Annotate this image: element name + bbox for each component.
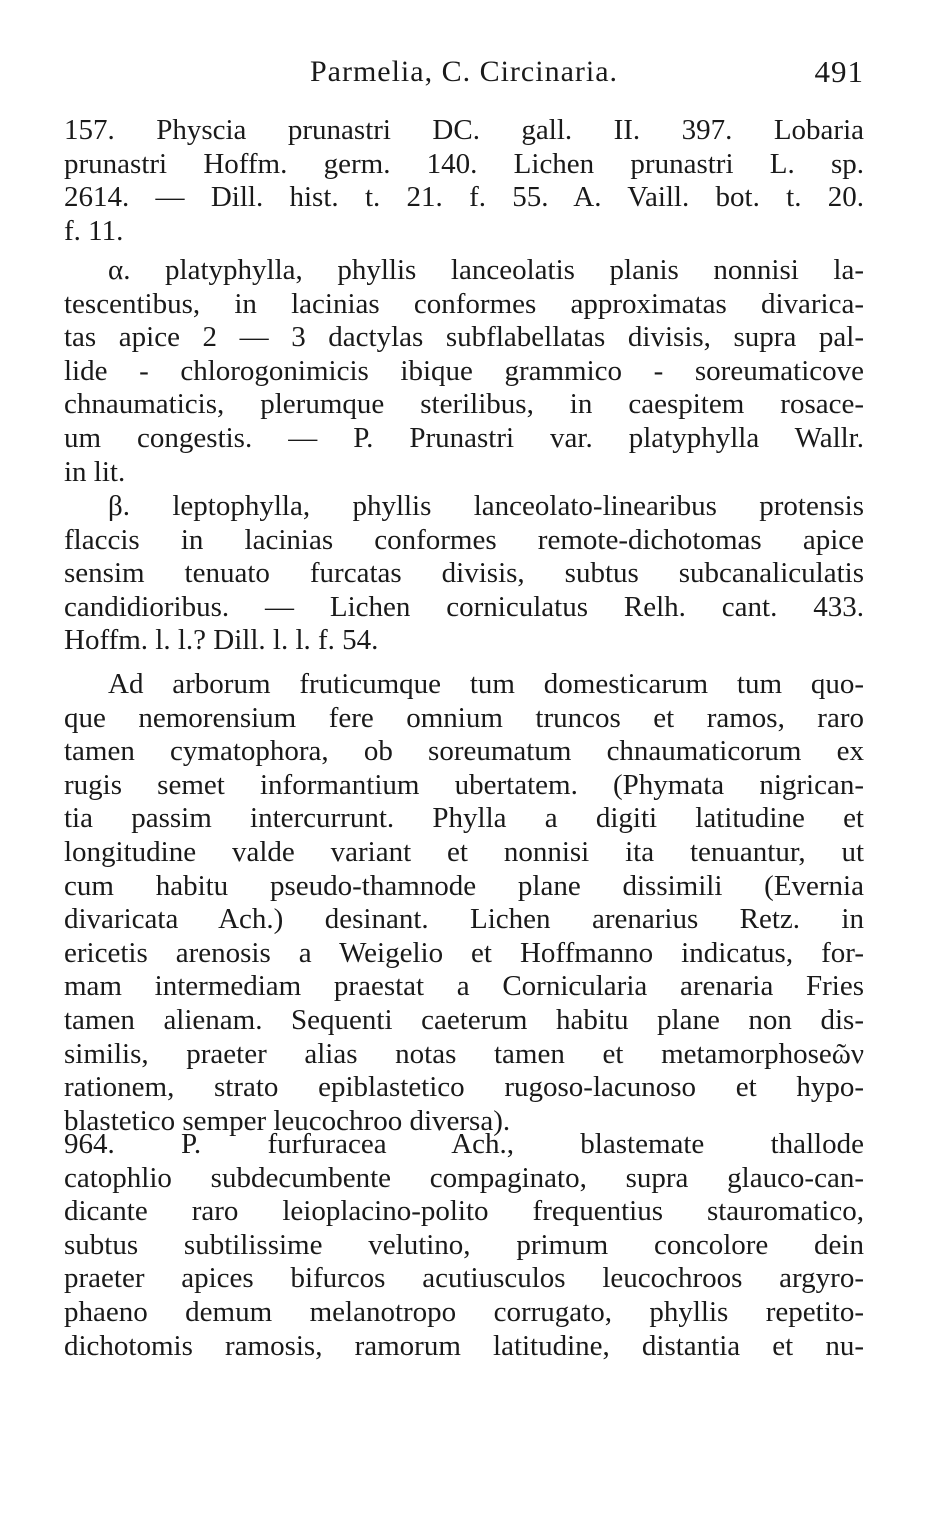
- text-line: divaricata Ach.) desinant. Lichen arenarius Retz. in: [64, 903, 864, 936]
- text-line: sensim tenuato furcatas divisis, subtus subcanaliculatis: [64, 557, 864, 590]
- running-head: Parmelia, C. Circinaria.: [309, 55, 619, 88]
- text-line: praeter apices bifurcos acutiusculos leucochroos argyro-: [64, 1262, 864, 1295]
- page-header: [64, 52, 864, 92]
- variety-beta: [64, 490, 864, 658]
- text-line: longitudine valde variant et nonnisi ita tenuantur, ut: [64, 835, 864, 868]
- text-line: similis, praeter alias notas tamen et metamorphoseῶν: [64, 1037, 864, 1070]
- text-line: α. platyphylla, phyllis lanceolatis planis nonnisi la-: [108, 254, 864, 286]
- text-line: que nemorensium fere omnium truncos et ramos, raro: [64, 701, 864, 734]
- text-line: lide - chlorogonimicis ibique grammico - soreumaticove: [64, 354, 864, 387]
- text-line: cum habitu pseudo-thamnode plane dissimili (Evernia: [64, 869, 864, 902]
- entry-964: [64, 1128, 864, 1363]
- text-line: f. 11.: [64, 214, 124, 247]
- text-line: ericetis arenosis a Weigelio et Hoffmanno indicatus, for-: [64, 936, 864, 969]
- text-line: tescentibus, in lacinias conformes approximatas divarica-: [64, 287, 864, 320]
- entry-157: [64, 114, 864, 248]
- text-line: catophlio subdecumbente compaginato, supra glauco-can-: [64, 1161, 864, 1194]
- variety-alpha: [64, 254, 864, 489]
- text-line: prunastri Hoffm. germ. 140. Lichen prunastri L. sp.: [64, 147, 864, 180]
- text-line: dicante raro leioplacino-polito frequentius stauromatico,: [64, 1195, 864, 1228]
- text-line: β. leptophylla, phyllis lanceolato-linearibus protensis: [108, 490, 864, 522]
- text-line: rugis semet informantium ubertatem. (Phymata nigrican-: [64, 768, 864, 801]
- text-line: chnaumaticis, plerumque sterilibus, in caespitem rosace-: [64, 388, 864, 421]
- text-line: subtus subtilissime velutino, primum concolore dein: [64, 1228, 864, 1261]
- text-line: blastetico semper leucochroo diversa).: [64, 1104, 511, 1137]
- text-line: 964. P. furfuracea Ach., blastemate thallode: [64, 1128, 864, 1160]
- text-line: 157. Physcia prunastri DC. gall. II. 397. Lobaria: [64, 114, 864, 146]
- text-line: tamen alienam. Sequenti caeterum habitu plane non dis-: [64, 1003, 864, 1036]
- text-line: mam intermediam praestat a Cornicularia arenaria Fries: [64, 970, 864, 1003]
- text-line: tamen cymatophora, ob soreumatum chnaumaticorum ex: [64, 735, 864, 768]
- text-line: tia passim intercurrunt. Phylla a digiti latitudine et: [64, 802, 864, 835]
- text-line: um congestis. — P. Prunastri var. platyphylla Wallr.: [64, 421, 864, 454]
- page-number: 491: [814, 54, 864, 89]
- text-line: phaeno demum melanotropo corrugato, phyllis repetito-: [64, 1295, 864, 1328]
- text-line: candidioribus. — Lichen corniculatus Relh. cant. 433.: [64, 590, 864, 623]
- text-line: in lit.: [64, 455, 126, 488]
- text-line: Hoffm. l. l.? Dill. l. l. f. 54.: [64, 624, 379, 657]
- text-line: tas apice 2 — 3 dactylas subflabellatas divisis, supra pal-: [64, 321, 864, 354]
- text-line: dichotomis ramosis, ramorum latitudine, distantia et nu-: [64, 1329, 864, 1362]
- text-line: 2614. — Dill. hist. t. 21. f. 55. A. Vaill. bot. t. 20.: [64, 181, 864, 214]
- habitat-paragraph: [64, 668, 864, 1138]
- text-line: rationem, strato epiblastetico rugoso-lacunoso et hypo-: [64, 1071, 864, 1104]
- text-line: flaccis in lacinias conformes remote-dichotomas apice: [64, 523, 864, 556]
- text-line: Ad arborum fruticumque tum domesticarum tum quo-: [108, 668, 864, 700]
